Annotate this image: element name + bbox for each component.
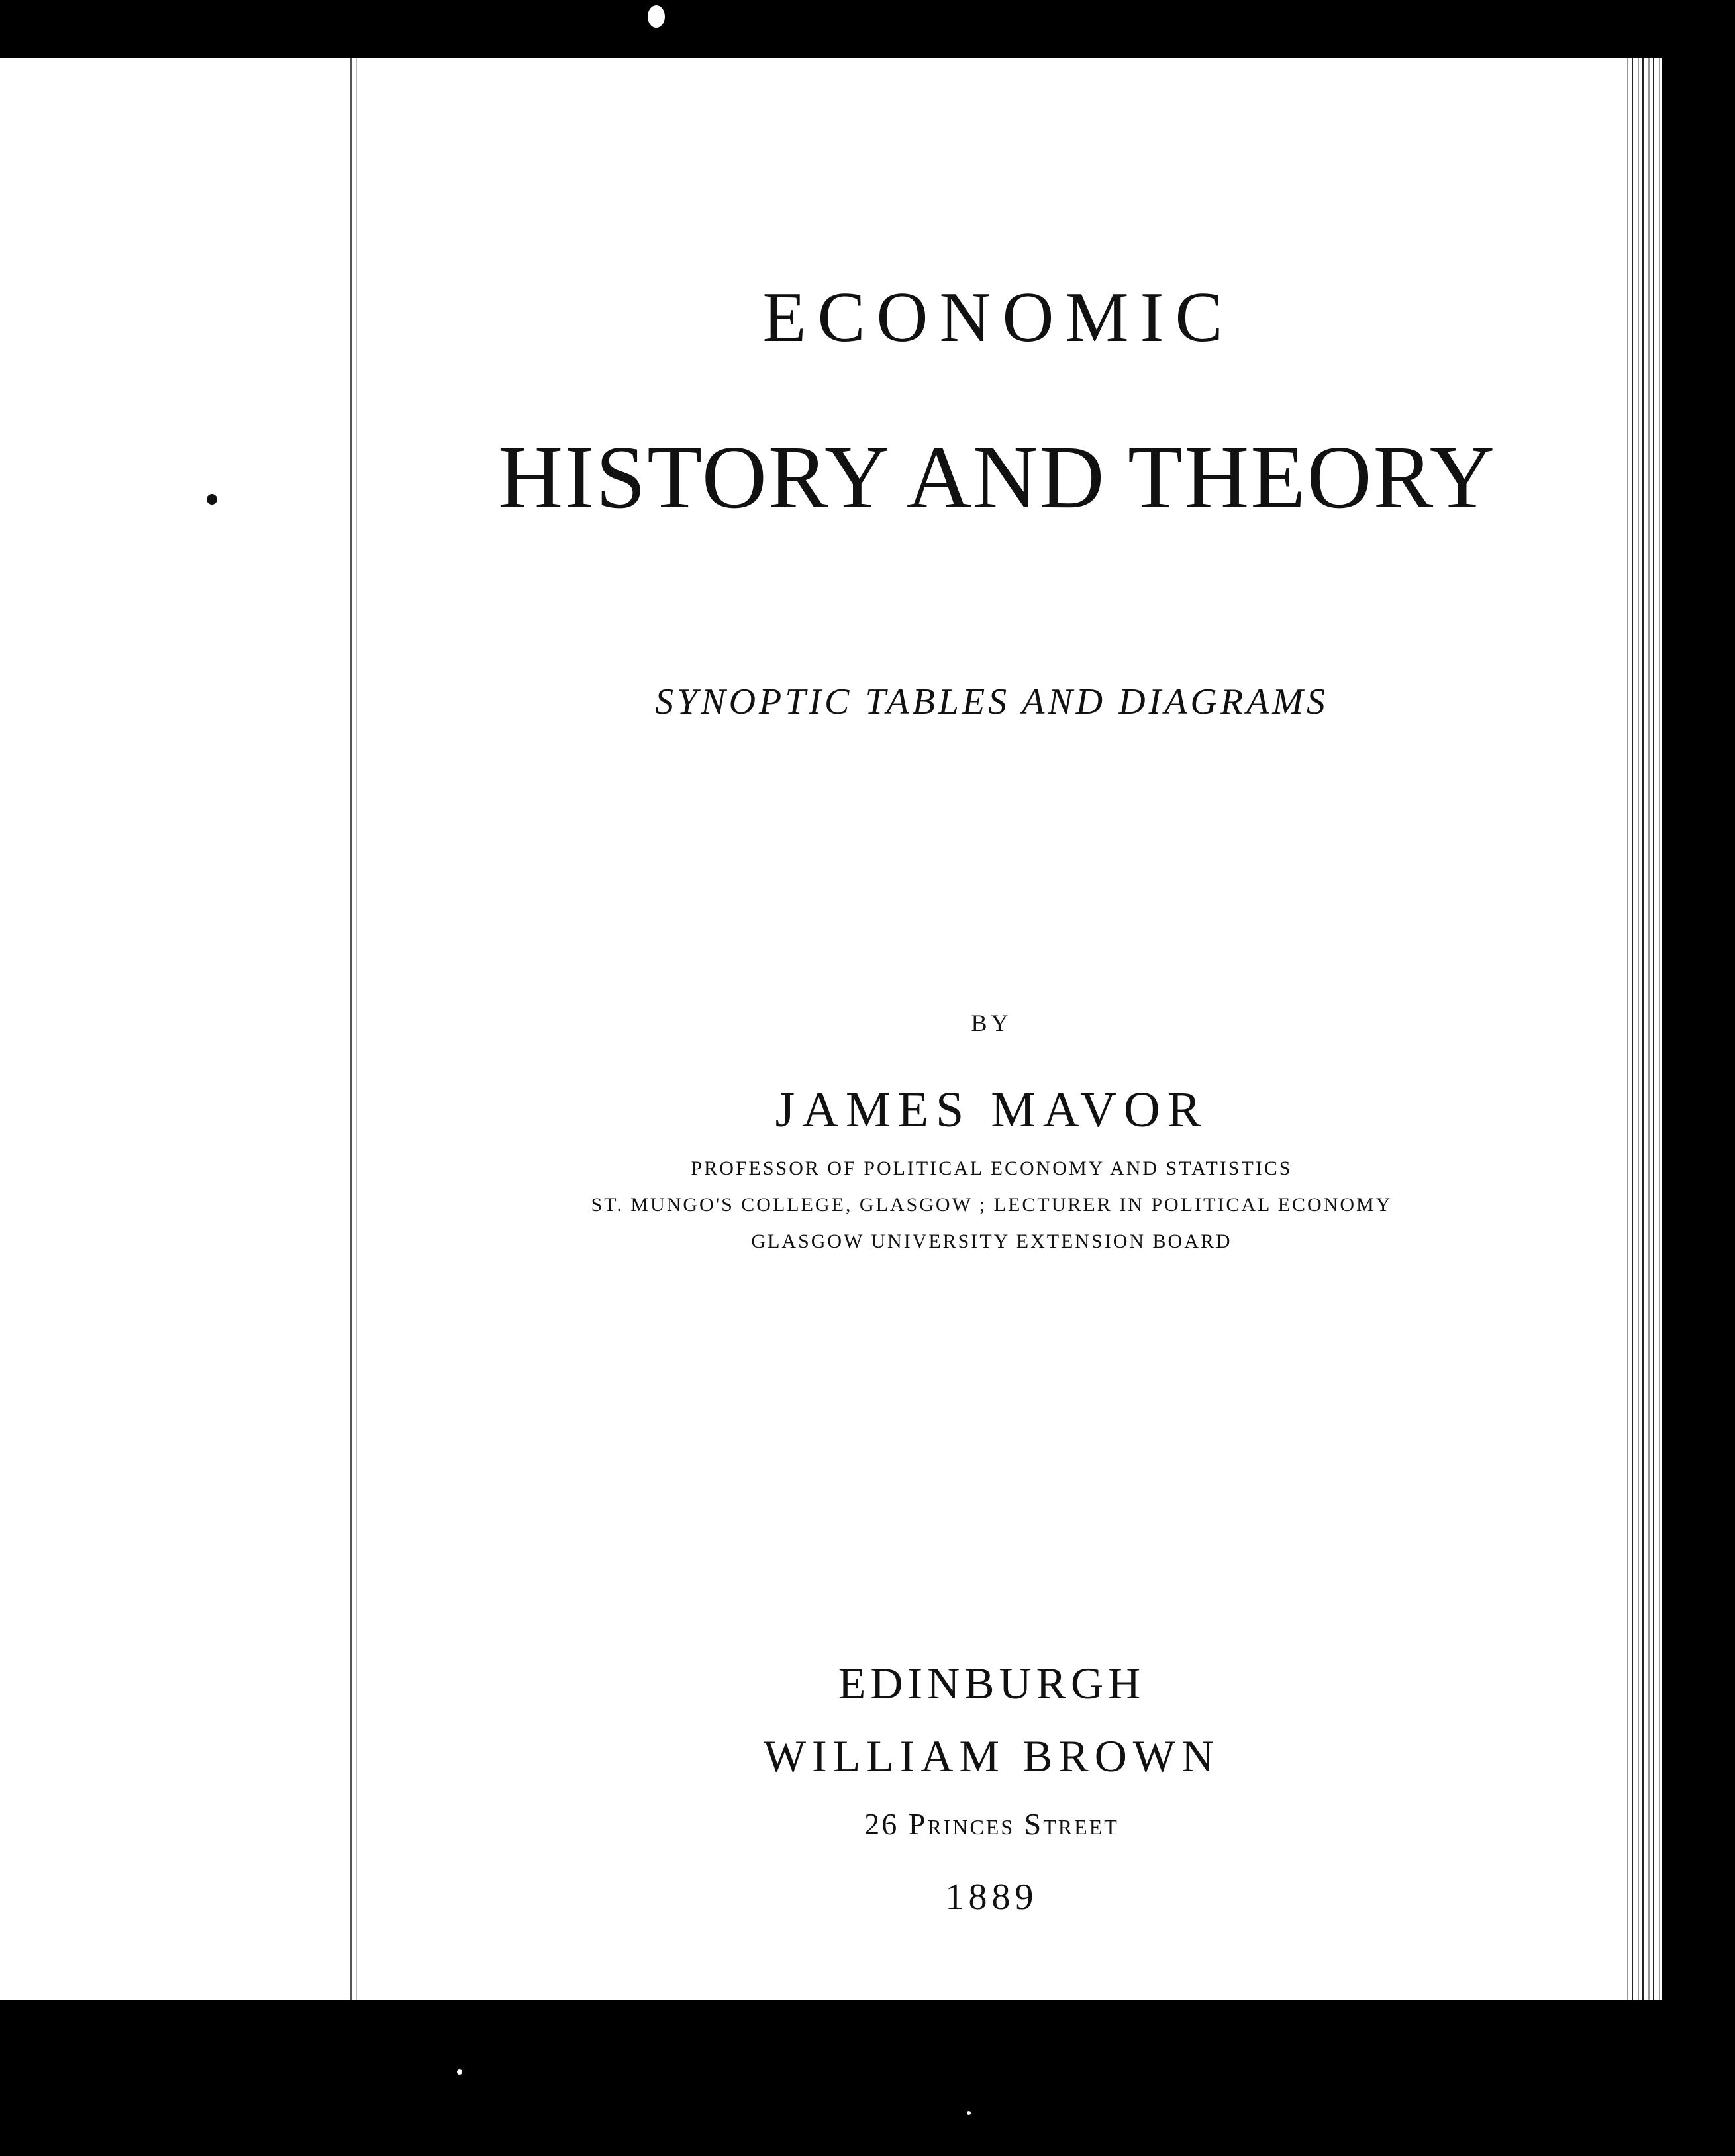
author-credential: GLASGOW UNIVERSITY EXTENSION BOARD [751,1230,1232,1252]
page-gutter [348,58,361,2000]
left-blank-page [0,58,348,2000]
author-credential: PROFESSOR OF POLITICAL ECONOMY AND STATISTICS [691,1157,1293,1179]
publication-year: 1889 [945,1877,1038,1918]
ink-dot [207,494,217,505]
title-page [361,58,1622,2000]
publication-place: EDINBURGH [838,1658,1146,1708]
scan-speck [648,5,665,28]
scan-speck [457,2069,462,2075]
subtitle: SYNOPTIC TABLES AND DIAGRAMS [655,681,1328,722]
author-name: JAMES MAVOR [775,1082,1209,1138]
title-line-2: HISTORY AND THEORY [497,428,1497,527]
title-line-1: ECONOMIC [762,278,1234,357]
by-line: BY [971,1010,1013,1036]
scan-speck [967,2111,971,2115]
publisher-name: WILLIAM BROWN [763,1731,1220,1781]
scan-border [1662,58,1735,2000]
page-edges [1622,58,1662,2000]
publisher-address: 26 Princes Street [864,1807,1119,1841]
author-credential: ST. MUNGO'S COLLEGE, GLASGOW ; LECTURER IN POLITICAL ECONOMY [591,1194,1393,1216]
